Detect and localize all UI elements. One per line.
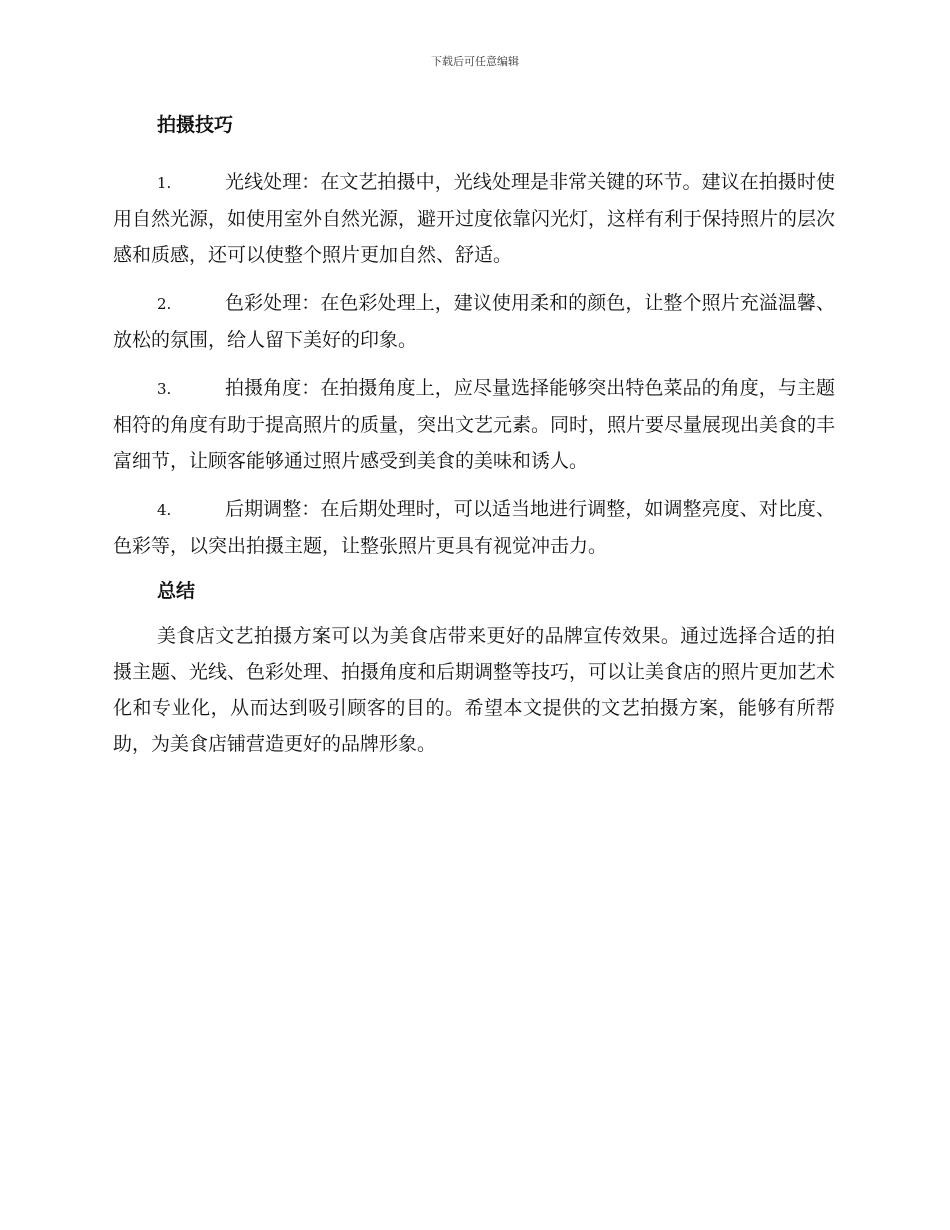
list-item-number: 1. [157,174,172,192]
list-item-text: 拍摄角度：在拍摄角度上，应尽量选择能够突出特色菜品的角度，与主题相符的角度有助于提高照片的质量，突出文艺元素。同时，照片要尽量展现出美食的丰富细节，让顾客能够通过照片感受到美食的美味和诱人。 [113,377,836,472]
list-item-text: 色彩处理：在色彩处理上，建议使用柔和的颜色，让整个照片充溢温馨、放松的氛围，给人留下美好的印象。 [113,292,835,351]
document-body [113,110,835,762]
list-item [113,370,835,479]
list-item-text: 后期调整：在后期处理时，可以适当地进行调整，如调整亮度、对比度、色彩等，以突出拍摄主题，让整张照片更具有视觉冲击力。 [113,498,835,557]
list-item-number: 3. [157,380,172,398]
list-item-number: 2. [157,295,172,313]
list-item [113,164,835,273]
summary-paragraph: 美食店文艺拍摄方案可以为美食店带来更好的品牌宣传效果。通过选择合适的拍摄主题、光线、色彩处理、拍摄角度和后期调整等技巧，可以让美食店的照片更加艺术化和专业化，从而达到吸引顾客的目的。希望本文提供的文艺拍摄方案，能够有所帮助，为美食店铺营造更好的品牌形象。 [113,625,836,755]
list-item [113,491,835,564]
list-item [113,285,835,358]
section-heading-tips: 拍摄技巧 [157,114,234,136]
list-item-text: 光线处理：在文艺拍摄中，光线处理是非常关键的环节。建议在拍摄时使用自然光源，如使用室外自然光源，避开过度依靠闪光灯，这样有利于保持照片的层次感和质感，还可以使整个照片更加自然、舒适。 [113,171,836,266]
page-header-note: 下载后可任意编辑 [431,55,519,68]
section-heading-summary: 总结 [157,580,196,602]
list-item-number: 4. [157,501,172,519]
